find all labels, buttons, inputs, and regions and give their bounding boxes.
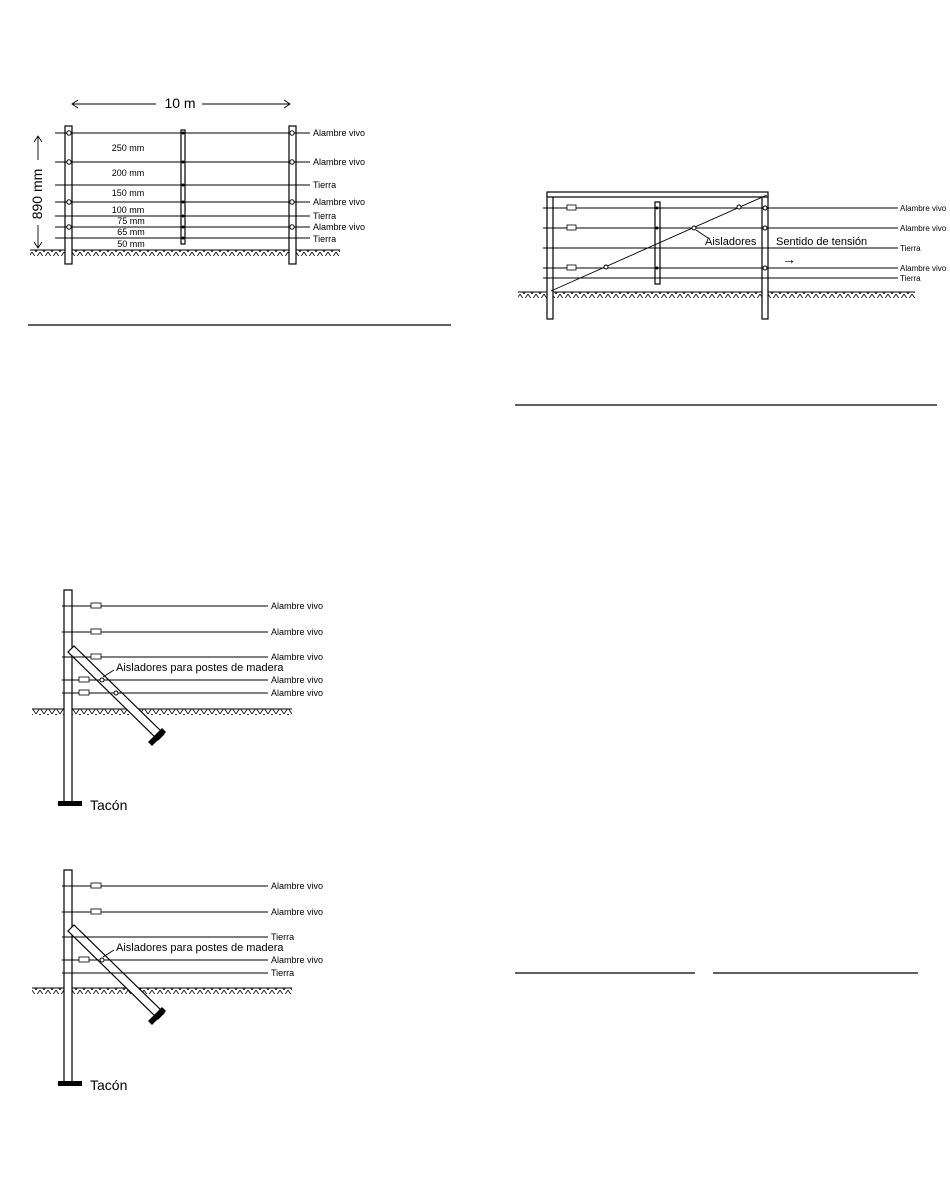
wire-label-7: Tierra <box>313 234 337 244</box>
wire-label-2: Alambre vivo <box>271 627 324 637</box>
top-rail <box>547 192 768 197</box>
wire-label-5: Tierra <box>900 274 921 283</box>
wire-label-2: Alambre vivo <box>900 224 947 233</box>
spacing-label-7: 50 mm <box>117 239 145 249</box>
wire-label-4: Alambre vivo <box>900 264 947 273</box>
braced-post-diagram-2 <box>32 870 323 1093</box>
insulator-leader-line <box>103 670 114 677</box>
wooden-post <box>64 870 72 1082</box>
insulators-label: Aisladores para postes de madera <box>116 662 284 674</box>
wire-label-3: Tierra <box>271 932 295 942</box>
ground-hatch <box>518 292 915 298</box>
wire-label-1: Alambre vivo <box>271 601 324 611</box>
insulator-leader-line <box>103 950 114 957</box>
end-post-right <box>289 126 296 264</box>
insulators-label: Aisladores para postes de madera <box>116 942 284 954</box>
foot-label: Tacón <box>90 797 128 813</box>
wire-label-2: Alambre vivo <box>271 907 324 917</box>
wire-label-5: Tierra <box>313 211 337 221</box>
wire-label-3: Tierra <box>900 244 921 253</box>
spacing-label-2: 200 mm <box>111 168 145 178</box>
wire-label-6: Alambre vivo <box>313 222 366 232</box>
spacing-label-3: 150 mm <box>111 188 145 198</box>
wire-label-3: Alambre vivo <box>271 652 324 662</box>
post-wires <box>62 886 268 973</box>
end-post-left <box>65 126 72 264</box>
wooden-post <box>64 590 72 802</box>
strainer-assembly-diagram <box>518 192 947 319</box>
spacing-label-1: 250 mm <box>111 143 145 153</box>
post-foot <box>58 1081 82 1086</box>
spacing-label-6: 65 mm <box>117 227 145 237</box>
foot-label: Tacón <box>90 1077 128 1093</box>
diagonal-stay <box>68 925 164 1019</box>
span-label: 10 m <box>164 95 196 111</box>
wire-label-1: Alambre vivo <box>900 204 947 213</box>
wire-label-3: Tierra <box>313 180 337 190</box>
wire-label-5: Alambre vivo <box>271 688 324 698</box>
wire-label-4: Alambre vivo <box>271 675 324 685</box>
wire-label-1: Alambre vivo <box>313 128 366 138</box>
post-foot <box>58 801 82 806</box>
wire-label-2: Alambre vivo <box>313 157 366 167</box>
spacing-label-5: 75 mm <box>117 216 145 226</box>
strainer-post-right <box>762 195 768 319</box>
fence-spacing-diagram <box>29 95 365 264</box>
wire-label-4: Alambre vivo <box>313 197 366 207</box>
braced-post-diagram-1 <box>32 590 323 813</box>
tension-direction-label: Sentido de tensión <box>776 236 868 248</box>
wire-label-1: Alambre vivo <box>271 881 324 891</box>
post-wires <box>62 606 268 693</box>
wire-label-5: Tierra <box>271 968 295 978</box>
insulators-label: Aisladores <box>705 236 757 248</box>
tension-arrow-icon: → <box>782 251 796 267</box>
strainer-post-left <box>547 195 553 319</box>
height-label: 890 mm <box>29 168 45 220</box>
spacing-label-4: 100 mm <box>111 205 145 215</box>
wire-label-4: Alambre vivo <box>271 955 324 965</box>
